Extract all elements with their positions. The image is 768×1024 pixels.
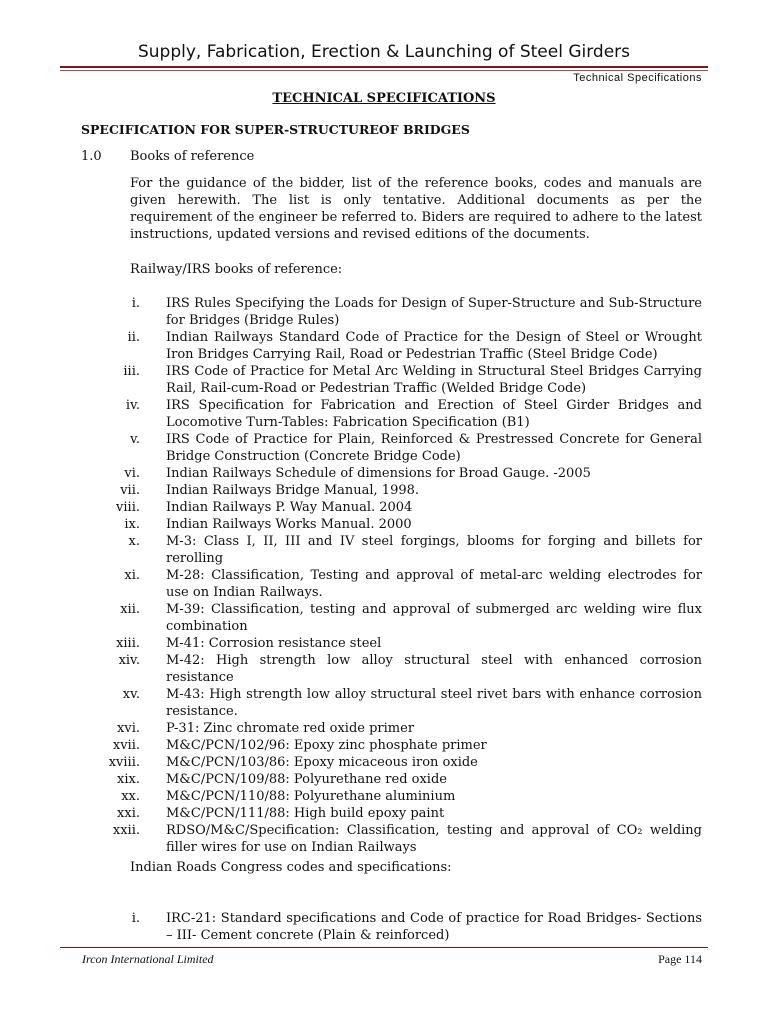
list-item-text: M&C/PCN/109/88: Polyurethane red oxide [166, 772, 447, 787]
list-item [80, 822, 702, 856]
list-item-text: IRS Rules Specifying the Loads for Design of Super-Structure and Sub-Structure for Bridges (Bridge Rules) [166, 296, 702, 328]
list-item-text: IRS Specification for Fabrication and Erection of Steel Girder Bridges and Locomotive Turn-Tables: Fabrication Specification (B1) [166, 398, 702, 430]
list-item-number: v. [130, 432, 140, 447]
list-item [80, 295, 702, 329]
list-item-number: xiv. [118, 653, 140, 668]
list-item [80, 363, 702, 397]
intro-paragraph: For the guidance of the bidder, list of the reference books, codes and manuals are given herewith. The list is only tentative. Additional documents as per the requirement of the engineer be referred to. Biders are required to adhere to the latest instructions, updated versions and revised editions of the documents. [130, 176, 702, 242]
page-number: Page 114 [658, 952, 702, 966]
list-item-number: xx. [121, 789, 140, 804]
list-item-number: iv. [125, 398, 140, 413]
railway-reference-list [80, 295, 702, 856]
list-item-text: P-31: Zinc chromate red oxide primer [166, 721, 415, 736]
clause-heading: Books of reference [130, 149, 255, 164]
irc-list-heading: Indian Roads Congress codes and specifications: [130, 860, 452, 875]
irc-reference-list [80, 910, 702, 944]
list-item-text: Indian Railways Works Manual. 2000 [166, 517, 412, 532]
list-item-number: vii. [120, 483, 140, 498]
list-item-text: M-41: Corrosion resistance steel [166, 636, 382, 651]
list-item-text: Indian Railways Bridge Manual, 1998. [166, 483, 420, 498]
list-item-text: IRS Code of Practice for Plain, Reinforced & Prestressed Concrete for General Bridge Construction (Concrete Bridge Code) [166, 432, 702, 464]
list-item-text: M-42: High strength low alloy structural steel with enhanced corrosion resistance [166, 653, 702, 685]
header-rule [60, 66, 708, 68]
footer-rule [60, 947, 708, 948]
list-item-number: xvi. [117, 721, 140, 736]
list-item-text: Indian Railways P. Way Manual. 2004 [166, 500, 413, 515]
railway-list-heading: Railway/IRS books of reference: [130, 262, 343, 277]
list-item-number: iii. [123, 364, 140, 379]
list-item [80, 771, 702, 788]
list-item-number: xix. [117, 772, 140, 787]
footer-company: Ircon International Limited [82, 952, 214, 966]
list-item-text: M-39: Classification, testing and approval of submerged arc welding wire flux combination [166, 602, 702, 634]
document-title: TECHNICAL SPECIFICATIONS [272, 91, 496, 106]
list-item-number: xi. [124, 568, 140, 583]
list-item-number: viii. [116, 500, 140, 515]
list-item [80, 397, 702, 431]
list-item [80, 788, 702, 805]
list-item [80, 567, 702, 601]
list-item [80, 499, 702, 516]
list-item-text: M&C/PCN/102/96: Epoxy zinc phosphate primer [166, 738, 487, 753]
list-item-number: xvii. [112, 738, 140, 753]
list-item-number: ii. [127, 330, 140, 345]
running-header-title: Supply, Fabrication, Erection & Launching of Steel Girders [137, 42, 631, 62]
list-item [80, 910, 702, 944]
list-item [80, 329, 702, 363]
list-item [80, 533, 702, 567]
list-item-text: M-3: Class I, II, III and IV steel forgings, blooms for forging and billets for rerolling [166, 534, 702, 566]
running-header-subtitle: Technical Specifications [573, 72, 702, 84]
list-item-number: xiii. [116, 636, 140, 651]
list-item-text: Indian Railways Schedule of dimensions for Broad Gauge. -2005 [166, 466, 591, 481]
list-item [80, 737, 702, 754]
list-item-text: M&C/PCN/111/88: High build epoxy paint [166, 806, 445, 821]
list-item [80, 601, 702, 635]
list-item [80, 652, 702, 686]
list-item-number: i. [131, 911, 140, 926]
list-item [80, 720, 702, 737]
list-item [80, 754, 702, 771]
list-item-text: IRS Code of Practice for Metal Arc Welding in Structural Steel Bridges Carrying Rail, Rail-cum-Road or Pedestrian Traffic (Welded Bridge Code) [166, 364, 702, 396]
list-item-text: RDSO/M&C/Specification: Classification, testing and approval of CO₂ welding filler wires for use on Indian Railways [166, 823, 702, 855]
list-item-number: i. [131, 296, 140, 311]
list-item-text: M-28: Classification, Testing and approval of metal-arc welding electrodes for use on Indian Railways. [166, 568, 702, 600]
list-item-number: xxii. [112, 823, 140, 838]
list-item [80, 805, 702, 822]
list-item [80, 431, 702, 465]
list-item [80, 516, 702, 533]
list-item-number: xviii. [108, 755, 140, 770]
header-rule-thin [60, 70, 708, 71]
list-item-number: vi. [124, 466, 140, 481]
list-item-number: xii. [120, 602, 140, 617]
clause-number: 1.0 [81, 149, 102, 164]
list-item-text: M&C/PCN/103/86: Epoxy micaceous iron oxide [166, 755, 478, 770]
list-item-number: xxi. [117, 806, 140, 821]
list-item-number: x. [128, 534, 140, 549]
section-heading: SPECIFICATION FOR SUPER-STRUCTUREOF BRIDGES [81, 122, 470, 137]
list-item-text: IRC-21: Standard specifications and Code of practice for Road Bridges- Sections – III- Cement concrete (Plain & reinforced) [166, 911, 702, 943]
list-item [80, 482, 702, 499]
list-item-text: Indian Railways Standard Code of Practice for the Design of Steel or Wrought Iron Bridges Carrying Rail, Road or Pedestrian Traffic (Steel Bridge Code) [166, 330, 702, 362]
list-item-text: M&C/PCN/110/88: Polyurethane aluminium [166, 789, 456, 804]
list-item [80, 635, 702, 652]
list-item [80, 686, 702, 720]
list-item-text: M-43: High strength low alloy structural steel rivet bars with enhance corrosion resistance. [166, 687, 702, 719]
list-item-number: ix. [124, 517, 140, 532]
list-item-number: xv. [122, 687, 140, 702]
list-item [80, 465, 702, 482]
